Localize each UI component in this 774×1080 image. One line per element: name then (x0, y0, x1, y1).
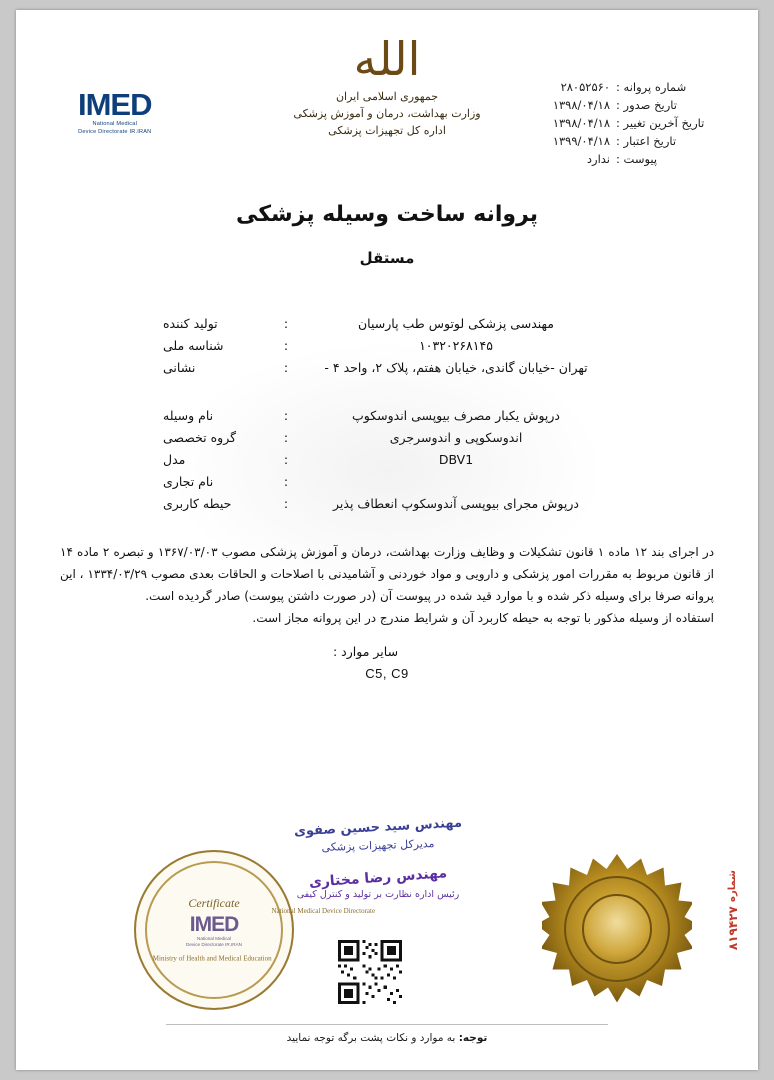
field-row-device-name (56, 405, 718, 427)
emblem-line: اداره کل تجهیزات پزشکی (328, 124, 446, 137)
spacer (56, 379, 718, 405)
meta-label: تاریخ آخرین تغییر : (616, 116, 705, 130)
footer-note-label: توجه: (458, 1032, 488, 1044)
meta-value: ۲۸۰۵۲۵۶۰ (560, 80, 610, 94)
meta-value: ۱۳۹۸/۰۴/۱۸ (552, 98, 610, 112)
field-row-specialty-group (56, 427, 718, 449)
signature-role-2: رئیس اداره نظارت بر تولید و کنترل کیفی (296, 889, 460, 900)
other-cases-section (16, 641, 758, 685)
gold-embossed-seal-icon (542, 854, 692, 1004)
field-value: تهران -خیابان گاندی، خیابان هفتم، پلاک ۲، واحد ۴ - (324, 360, 588, 375)
field-colon: : (283, 474, 289, 489)
seal-and-signature-area (16, 810, 758, 1040)
stamp-imed-sub-2: Device Directorate IR.IRAN (186, 942, 242, 947)
seal-core (582, 894, 652, 964)
meta-label: شماره پروانه : (616, 80, 687, 94)
fields-section (16, 313, 758, 515)
field-row-address (56, 357, 718, 379)
meta-value: ۱۳۹۹/۰۴/۱۸ (552, 134, 610, 148)
field-value: مهندسی پزشکی لوتوس طب پارسیان (358, 316, 554, 331)
stamp-ring-text (136, 852, 376, 1008)
legal-text (60, 541, 714, 629)
footer-note-text: به موارد و نکات پشت برگه توجه نمایید (286, 1032, 459, 1044)
meta-row (478, 150, 728, 168)
field-value: درپوش مجرای بیوپسی آندوسکوپ انعطاف پذیر (333, 496, 579, 511)
meta-label: پیوست : (616, 152, 658, 166)
field-label: شناسه ملی (163, 338, 224, 353)
page-subtitle: مستقل (359, 249, 415, 267)
field-row-trade-name (56, 471, 718, 493)
field-colon: : (283, 496, 289, 511)
other-cases-value: C5, C9 (365, 666, 409, 681)
field-row-scope-of-use (56, 493, 718, 515)
field-row-other-cases (56, 641, 718, 663)
field-label: حیطه کاربری (163, 496, 232, 511)
field-row-model (56, 449, 718, 471)
field-label: مدل (163, 452, 186, 467)
signature-role-1: مدیرکل تجهیزات پزشکی (321, 837, 435, 854)
signature-block (268, 815, 488, 900)
field-value (291, 471, 621, 493)
serial-label: شماره (727, 870, 738, 902)
field-value: درپوش یکبار مصرف بیوپسی اندوسکوپ (352, 408, 560, 423)
field-colon: : (283, 316, 289, 331)
certificate-word: Certificate (188, 896, 240, 910)
field-label: تولید کننده (163, 316, 218, 331)
field-row-manufacturer (56, 313, 718, 335)
signature-name-2: مهندس رضا مختاری (308, 865, 448, 891)
field-colon: : (283, 338, 289, 353)
field-row-national-id (56, 335, 718, 357)
emblem-line: وزارت بهداشت، درمان و آموزش پزشکی (293, 107, 481, 120)
serial-number (726, 870, 740, 950)
stamp-imed-wordmark: IMED (189, 913, 239, 936)
page-title: پروانه ساخت وسیله پزشکی (235, 202, 539, 227)
certificate-page (16, 10, 758, 1070)
imed-logo (78, 87, 152, 136)
emblem-icon: الله (353, 32, 421, 86)
field-label: نشانی (163, 360, 196, 375)
field-label: نام تجاری (163, 474, 214, 489)
signature-name-1: مهندس سید حسین صفوی (293, 815, 463, 840)
field-label: گروه تخصصی (163, 430, 237, 445)
legal-paragraph-1: در اجرای بند ۱۲ ماده ۱ قانون تشکیلات و وظایف وزارت بهداشت، درمان و آموزش پزشکی مصوب ۱۳۶۷/۰۳/۰۳ و تبصره ۲ ماده ۱۴ از قانون مربوط به مقررات امور پزشکی و دارویی و مواد خوردنی و آشامیدنی با اصلاحات و الحاقات بعدی مصوب ۱۳۳۴/۰۳/۲۹ ، این پروانه صرفا برای وسیله ذکر شده و با موارد قید شده در پیوست آن (در صورت داشتن پیوست) صادر گردیده است. (60, 545, 715, 603)
imed-logo-subtitle-2: Device Directorate IR.IRAN (78, 129, 152, 135)
field-colon: : (283, 430, 289, 445)
ring-bottom-text: National Medical Device Directorate (271, 906, 376, 915)
imed-certificate-stamp-icon (134, 850, 376, 1010)
other-cases-label: سایر موارد : (333, 644, 399, 659)
field-label: نام وسیله (163, 408, 214, 423)
emblem-line: جمهوری اسلامی ایران (335, 90, 439, 103)
document-header (16, 10, 758, 190)
stamp-imed-sub-1: National Medical (197, 936, 231, 941)
meta-value: ۱۳۹۸/۰۴/۱۸ (552, 116, 610, 130)
other-cases-value-row (56, 663, 718, 685)
field-colon: : (283, 452, 289, 467)
field-value: DBV1 (438, 452, 474, 467)
footer-note (166, 1024, 608, 1044)
field-value: ۱۰۳۲۰۲۶۸۱۴۵ (419, 338, 493, 353)
field-colon: : (283, 408, 289, 423)
meta-value: ندارد (586, 152, 610, 166)
qr-code[interactable] (338, 940, 402, 1004)
imed-logo-subtitle-1: National Medical (92, 121, 138, 127)
field-value: اندوسکوپی و اندوسرجری (389, 430, 523, 445)
imed-wordmark: IMED (78, 87, 152, 122)
legal-paragraph-2: استفاده از وسیله مذکور با توجه به حیطه کاربرد آن و شرایط مندرج در این پروانه مجاز است. (252, 611, 714, 625)
field-colon: : (283, 360, 289, 375)
serial-value: ۸۱۹۴۲۷ (726, 906, 740, 951)
ring-top-text: Ministry of Health and Medical Education (152, 954, 272, 963)
meta-label: تاریخ صدور : (616, 98, 677, 112)
meta-label: تاریخ اعتبار : (616, 134, 677, 148)
